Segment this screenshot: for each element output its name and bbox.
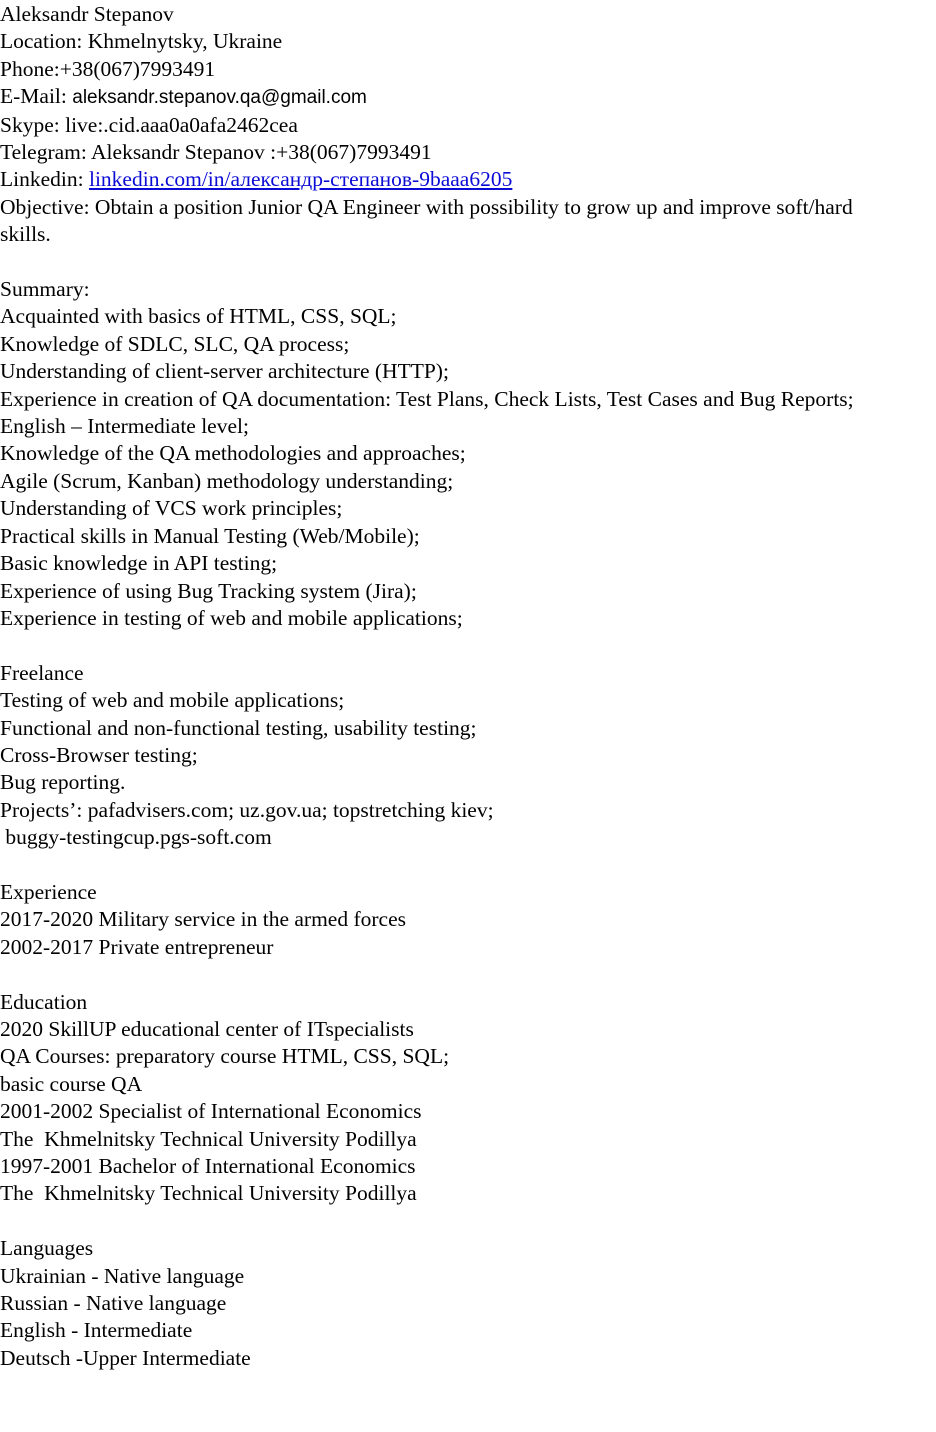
summary-item: Basic knowledge in API testing; xyxy=(0,551,278,576)
contact-email-value: aleksandr.stepanov.qa@gmail.com xyxy=(72,87,367,109)
education-item: 2001-2002 Specialist of International Economics xyxy=(0,1099,422,1124)
summary-item: Experience of using Bug Tracking system (Jira); xyxy=(0,578,417,603)
education-item: basic course QA xyxy=(0,1071,143,1096)
summary-item: Understanding of VCS work principles; xyxy=(0,496,343,521)
education-item: The Khmelnitsky Technical University Podillya xyxy=(0,1181,417,1206)
freelance-item: buggy-testingcup.pgs-soft.com xyxy=(0,825,272,850)
contact-email-label: E-Mail: xyxy=(0,84,73,109)
education-item: The Khmelnitsky Technical University Podillya xyxy=(0,1126,417,1151)
freelance-item: Testing of web and mobile applications; xyxy=(0,688,345,713)
spacer xyxy=(0,249,930,276)
education-item: 1997-2001 Bachelor of International Economics xyxy=(0,1154,416,1178)
language-item: Ukrainian - Native language xyxy=(0,1263,245,1288)
summary-item: Knowledge of SDLC, SLC, QA process; xyxy=(0,331,350,356)
freelance-heading: Freelance xyxy=(0,660,84,685)
summary-item: Practical skills in Manual Testing (Web/Mobile); xyxy=(0,523,420,548)
spacer xyxy=(0,1208,930,1235)
spacer xyxy=(0,961,930,988)
experience-section xyxy=(0,879,930,961)
contact-linkedin-label: Linkedin: xyxy=(0,167,89,192)
freelance-item: Bug reporting. xyxy=(0,770,126,795)
contact-location: Location: Khmelnytsky, Ukraine xyxy=(0,29,283,54)
contact-skype: Skype: live:.cid.aaa0a0afa2462cea xyxy=(0,112,298,137)
education-item: QA Courses: preparatory course HTML, CSS, SQL; xyxy=(0,1044,450,1069)
summary-item: Experience in creation of QA documentation: Test Plans, Check Lists, Test Cases and Bug Reports; xyxy=(0,386,854,411)
language-item: Deutsch -Upper Intermediate xyxy=(0,1345,251,1370)
summary-item: Experience in testing of web and mobile applications; xyxy=(0,605,463,630)
summary-item: English – Intermediate level; xyxy=(0,414,249,439)
experience-heading: Experience xyxy=(0,879,97,904)
experience-item: 2002-2017 Private entrepreneur xyxy=(0,934,274,959)
linkedin-link[interactable]: linkedin.com/in/александр-степанов-9baaa6205 xyxy=(88,167,513,192)
freelance-item: Functional and non-functional testing, usability testing; xyxy=(0,715,477,740)
contact-phone: Phone:+38(067)7993491 xyxy=(0,56,216,81)
freelance-section xyxy=(0,660,930,852)
experience-item: 2017-2020 Military service in the armed forces xyxy=(0,907,406,932)
freelance-item: Projects’: pafadvisers.com; uz.gov.ua; topstretching kiev; xyxy=(0,797,494,822)
education-item: 2020 SkillUP educational center of ITspecialists xyxy=(0,1016,414,1041)
contact-linkedin-line xyxy=(0,166,930,193)
freelance-item: Cross-Browser testing; xyxy=(0,742,198,767)
education-section xyxy=(0,989,930,1208)
language-item: Russian - Native language xyxy=(0,1291,227,1316)
spacer xyxy=(0,852,930,879)
summary-item: Acquainted with basics of HTML, CSS, SQL; xyxy=(0,304,397,329)
contact-name: Aleksandr Stepanov xyxy=(0,2,174,26)
contact-section xyxy=(0,1,930,249)
summary-section xyxy=(0,276,930,632)
contact-telegram: Telegram: Aleksandr Stepanov :+38(067)7993491 xyxy=(0,140,432,165)
summary-heading: Summary: xyxy=(0,277,90,302)
education-heading: Education xyxy=(0,989,88,1014)
summary-item: Agile (Scrum, Kanban) methodology understanding; xyxy=(0,468,454,493)
languages-section xyxy=(0,1235,930,1372)
summary-item: Understanding of client-server architecture (HTTP); xyxy=(0,359,449,384)
languages-heading: Languages xyxy=(0,1236,94,1261)
language-item: English - Intermediate xyxy=(0,1318,193,1343)
contact-email-line xyxy=(0,83,930,111)
summary-item: Knowledge of the QA methodologies and approaches; xyxy=(0,441,466,466)
objective-text: Objective: Obtain a position Junior QA Engineer with possibility to grow up and improve soft/hard skills. xyxy=(0,194,853,247)
spacer xyxy=(0,632,930,659)
